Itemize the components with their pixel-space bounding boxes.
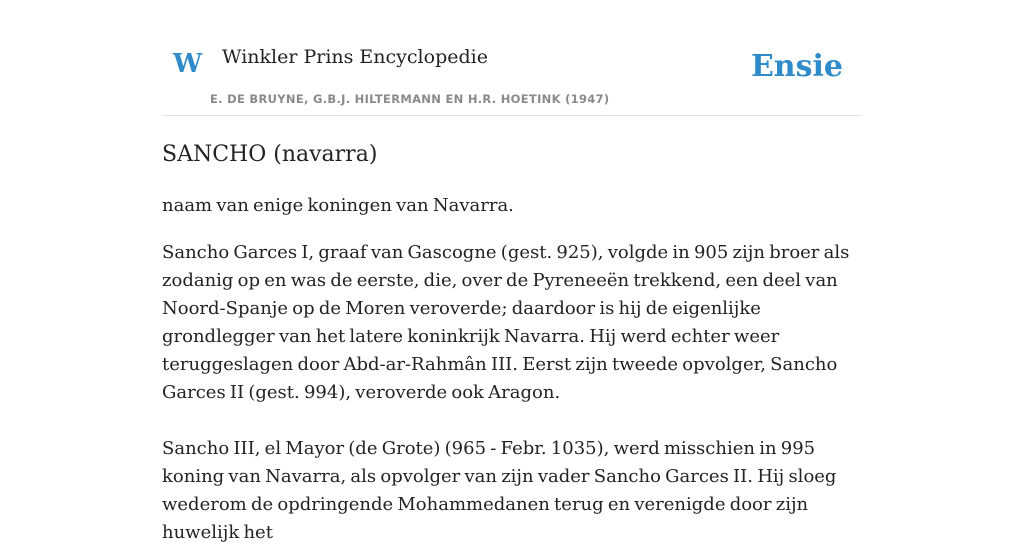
- article-title: SANCHO (navarra): [162, 142, 378, 167]
- article-paragraph-definition: naam van enige koningen van Navarra.: [162, 195, 514, 216]
- article-content: [162, 140, 862, 547]
- ensie-brand-logo[interactable]: Ensie: [750, 49, 843, 84]
- source-title[interactable]: Winkler Prins Encyclopedie: [222, 46, 488, 68]
- source-authors: E. DE BRUYNE, G.B.J. HILTERMANN EN H.R. HOETINK (1947): [210, 92, 610, 106]
- source-header: [162, 36, 862, 116]
- article-paragraph-sancho-garces: Sancho Garces I, graaf van Gascogne (gest. 925), volgde in 905 zijn broer als zodanig op en was de eerste, die, over de Pyreneeën trekkend, een deel van Noord-Spanje op de Moren veroverde; daardoor is hij de eigenlijke grondlegger van het latere koninkrijk Navarra. Hij werd echter weer teruggeslagen door Abd-ar-Rahmân III. Eerst zijn tweede opvolger, Sancho Garces II (gest. 994), veroverde ook Aragon.: [162, 242, 850, 403]
- source-logo-w[interactable]: W: [173, 49, 203, 79]
- article-paragraph-sancho-iii: Sancho III, el Mayor (de Grote) (965 - Febr. 1035), werd misschien in 995 koning van Navarra, als opvolger van zijn vader Sancho Garces II. Hij sloeg wederom de opdringende Mohammedanen terug en verenigde door zijn huwelijk het: [162, 438, 837, 543]
